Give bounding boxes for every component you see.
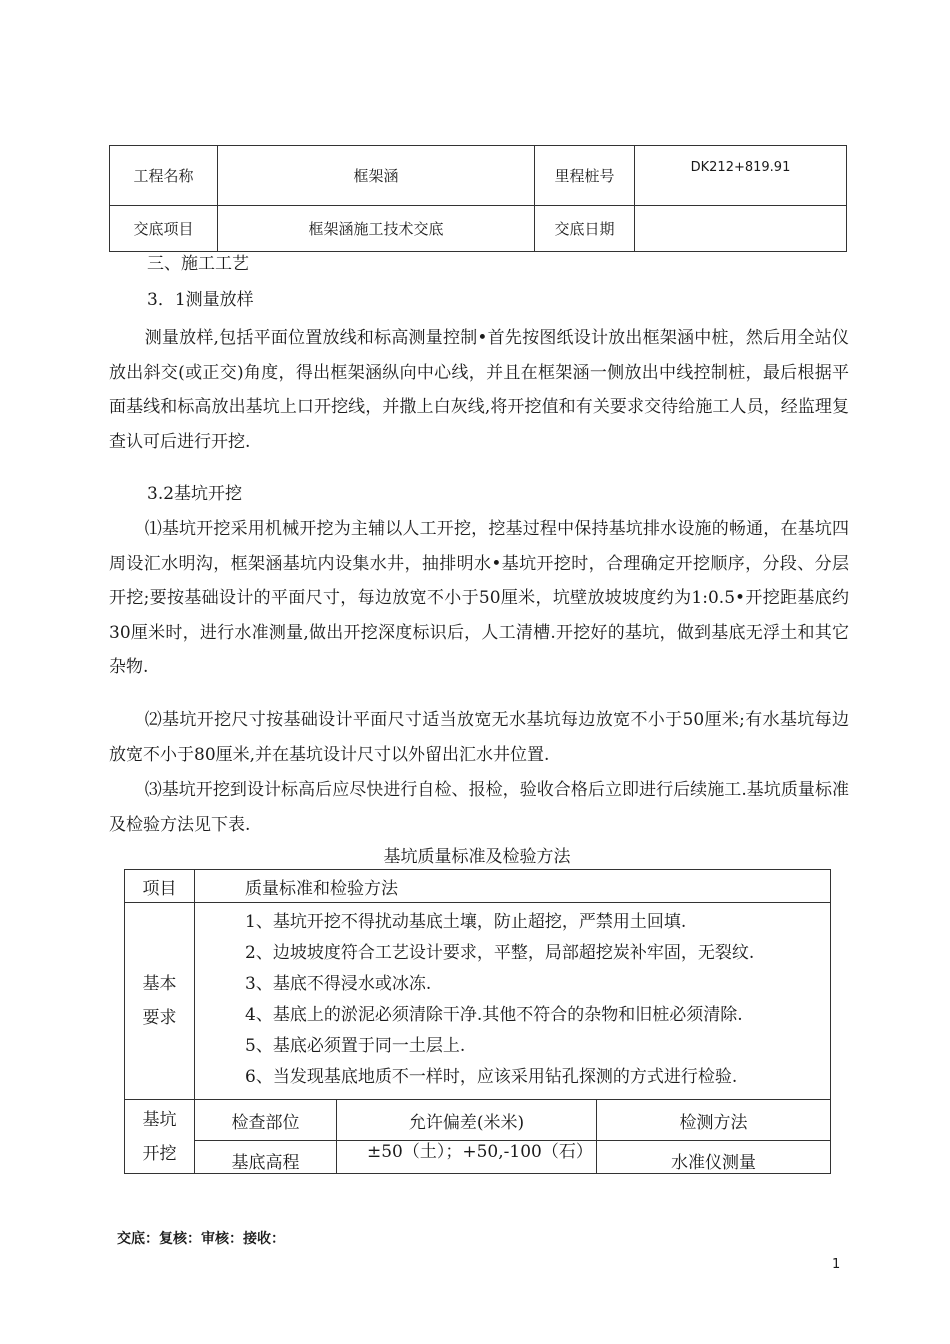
table-row <box>125 1141 831 1174</box>
project-name-label: 工程名称 <box>110 146 218 206</box>
excavation-paragraph-1: ⑴基坑开挖采用机械开挖为主辅以人工开挖，挖基过程中保持基坑排水设施的畅通，在基坑四周设汇水明沟，框架涵基坑内设集水井，抽排明水•基坑开挖时，合理确定开挖顺序，分段、分层开挖;要按基础设计的平面尺寸，每边放宽不小于50厘米，坑壁放坡坡度约为1:0.5•开挖距基底约30厘米时，进行水准测量,做出开挖深度标识后，人工清槽.开挖好的基坑，做到基底无浮土和其它杂物. <box>109 519 849 677</box>
column-header-location: 检查部位 <box>195 1100 337 1141</box>
requirements-cell <box>195 903 831 1100</box>
list-item: 5、基底必须置于同一土层上. <box>245 1036 466 1056</box>
quality-table-header-row <box>125 870 831 903</box>
column-header-standard: 质量标准和检验方法 <box>195 870 831 903</box>
mileage-label: 里程桩号 <box>535 146 635 206</box>
header-row-1 <box>110 146 847 206</box>
table-caption: 基坑质量标准及检验方法 <box>383 847 571 867</box>
quality-standard-table <box>124 869 831 1174</box>
basic-requirements-label: 基本 要求 <box>125 903 195 1100</box>
subsection-survey-title: 3．1测量放样 <box>147 290 254 310</box>
cell-method: 水准仪测量 <box>597 1141 831 1174</box>
pit-excavation-label: 基坑 开挖 <box>125 1100 195 1174</box>
pit-excavation-header-row <box>125 1100 831 1141</box>
cell-tolerance: ±50（土）；+50,-100（石） <box>337 1141 597 1174</box>
section-title: 三、施工工艺 <box>147 254 249 274</box>
list-item: 1、基坑开挖不得扰动基底土壤，防止超挖，严禁用土回填. <box>245 912 687 932</box>
handover-date-label: 交底日期 <box>535 206 635 252</box>
list-item: 2、边坡坡度符合工艺设计要求，平整，局部超挖炭补牢固，无裂纹. <box>245 943 755 963</box>
mileage-value: DK212+819.91 <box>635 146 847 206</box>
column-header-tolerance: 允许偏差(米米) <box>337 1100 597 1141</box>
excavation-paragraph-2: ⑵基坑开挖尺寸按基础设计平面尺寸适当放宽无水基坑每边放宽不小于50厘米;有水基坑每边放宽不小于80厘米,并在基坑设计尺寸以外留出汇水井位置. <box>109 710 849 765</box>
handover-item-label: 交底项目 <box>110 206 218 252</box>
header-info-table <box>109 145 847 252</box>
excavation-paragraph-3: ⑶基坑开挖到设计标高后应尽快进行自检、报检，验收合格后立即进行后续施工.基坑质量标准及检验方法见下表. <box>109 780 849 835</box>
signature-line: 交底：复核：审核：接收： <box>117 1231 285 1247</box>
header-row-2 <box>110 206 847 252</box>
subsection-excavation-title: 3.2基坑开挖 <box>147 484 243 504</box>
survey-paragraph: 测量放样,包括平面位置放线和标高测量控制•首先按图纸设计放出框架涵中桩，然后用全站仪放出斜交(或正交)角度，得出框架涵纵向中心线，并且在框架涵一侧放出中线控制桩，最后根据平面基线和标高放出基坑上口开挖线，并撒上白灰线,将开挖值和有关要求交待给施工人员，经监理复查认可后进行开挖. <box>109 328 849 452</box>
column-header-item: 项目 <box>125 870 195 903</box>
list-item: 4、基底上的淤泥必须清除干净.其他不符合的杂物和旧桩必须清除. <box>245 1005 743 1025</box>
handover-item-value: 框架涵施工技术交底 <box>218 206 535 252</box>
requirements-list <box>227 903 830 1093</box>
column-header-method: 检测方法 <box>597 1100 831 1141</box>
list-item: 3、基底不得浸水或冰冻. <box>245 974 432 994</box>
list-item: 6、当发现基底地质不一样时，应该采用钻孔探测的方式进行检验. <box>245 1067 738 1087</box>
handover-date-value <box>635 206 847 252</box>
page-number: 1 <box>832 1257 841 1272</box>
basic-requirements-row <box>125 903 831 1100</box>
project-name-value: 框架涵 <box>218 146 535 206</box>
cell-location: 基底高程 <box>195 1141 337 1174</box>
